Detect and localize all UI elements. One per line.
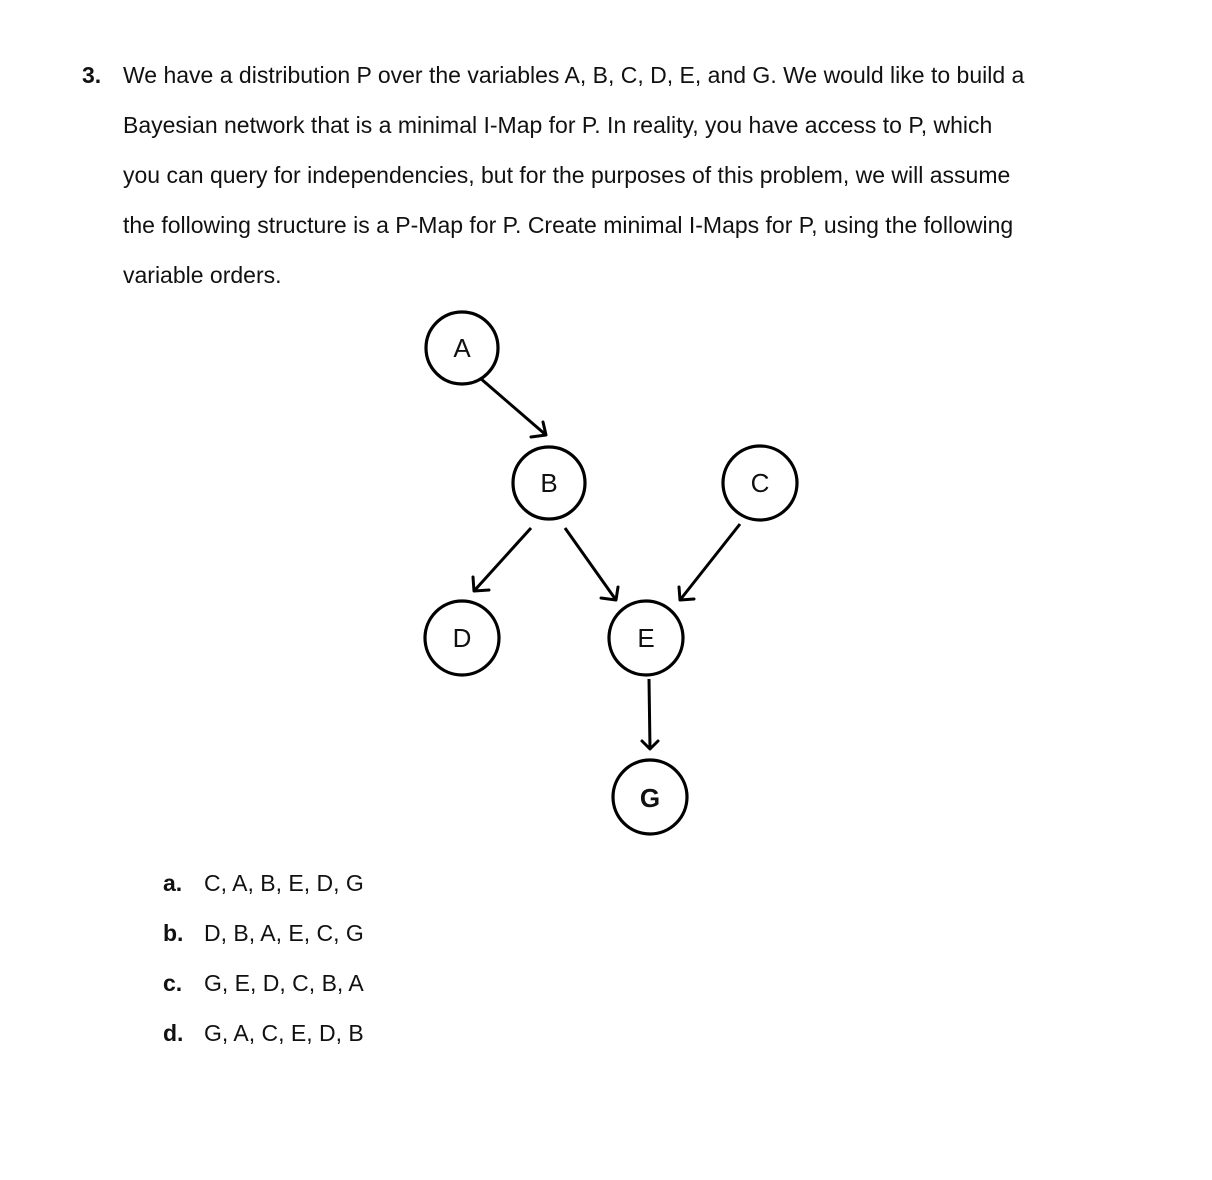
order-sequence: G, A, C, E, D, B [204, 1020, 364, 1046]
node-e [609, 601, 683, 675]
node-c-label: C [750, 468, 770, 498]
order-item-a [163, 858, 364, 908]
order-item-b [163, 908, 364, 958]
problem-line-5: variable orders. [123, 262, 282, 288]
edges [473, 378, 740, 749]
problem-line-1: We have a distribution P over the variables A, B, C, D, E, and G. We would like to build a [123, 62, 1025, 88]
order-item-d [163, 1008, 364, 1058]
edge-c-e [680, 524, 740, 600]
order-sequence: C, A, B, E, D, G [204, 870, 364, 896]
problem-line-2: Bayesian network that is a minimal I-Map for P. In reality, you have access to P, which [123, 112, 993, 138]
order-letter: b. [163, 920, 184, 946]
edge-a-b [480, 378, 546, 435]
problem-line-3: you can query for independencies, but for the purposes of this problem, we will assume [123, 162, 1011, 188]
order-sequence: G, E, D, C, B, A [204, 970, 364, 996]
order-sequence: D, B, A, E, C, G [204, 920, 364, 946]
problem-number: 3. [82, 62, 102, 88]
edge-e-g [649, 679, 650, 749]
node-d [425, 601, 499, 675]
order-letter: d. [163, 1020, 184, 1046]
edge-b-d [474, 528, 531, 591]
node-a [426, 312, 498, 384]
node-b-label: B [540, 468, 558, 498]
node-e-label: E [637, 623, 655, 653]
order-letter: c. [163, 970, 183, 996]
order-item-c [163, 958, 364, 1008]
node-d-label: D [452, 623, 472, 653]
node-g [613, 760, 687, 834]
node-b [513, 447, 585, 519]
variable-orders-list [163, 858, 364, 1058]
node-a-label: A [453, 333, 471, 363]
order-letter: a. [163, 870, 183, 896]
nodes [425, 312, 797, 834]
problem-line-4: the following structure is a P-Map for P. Create minimal I-Maps for P, using the following [123, 212, 1014, 238]
node-g-label: G [639, 783, 661, 813]
node-c [723, 446, 797, 520]
edge-b-e [565, 528, 616, 600]
